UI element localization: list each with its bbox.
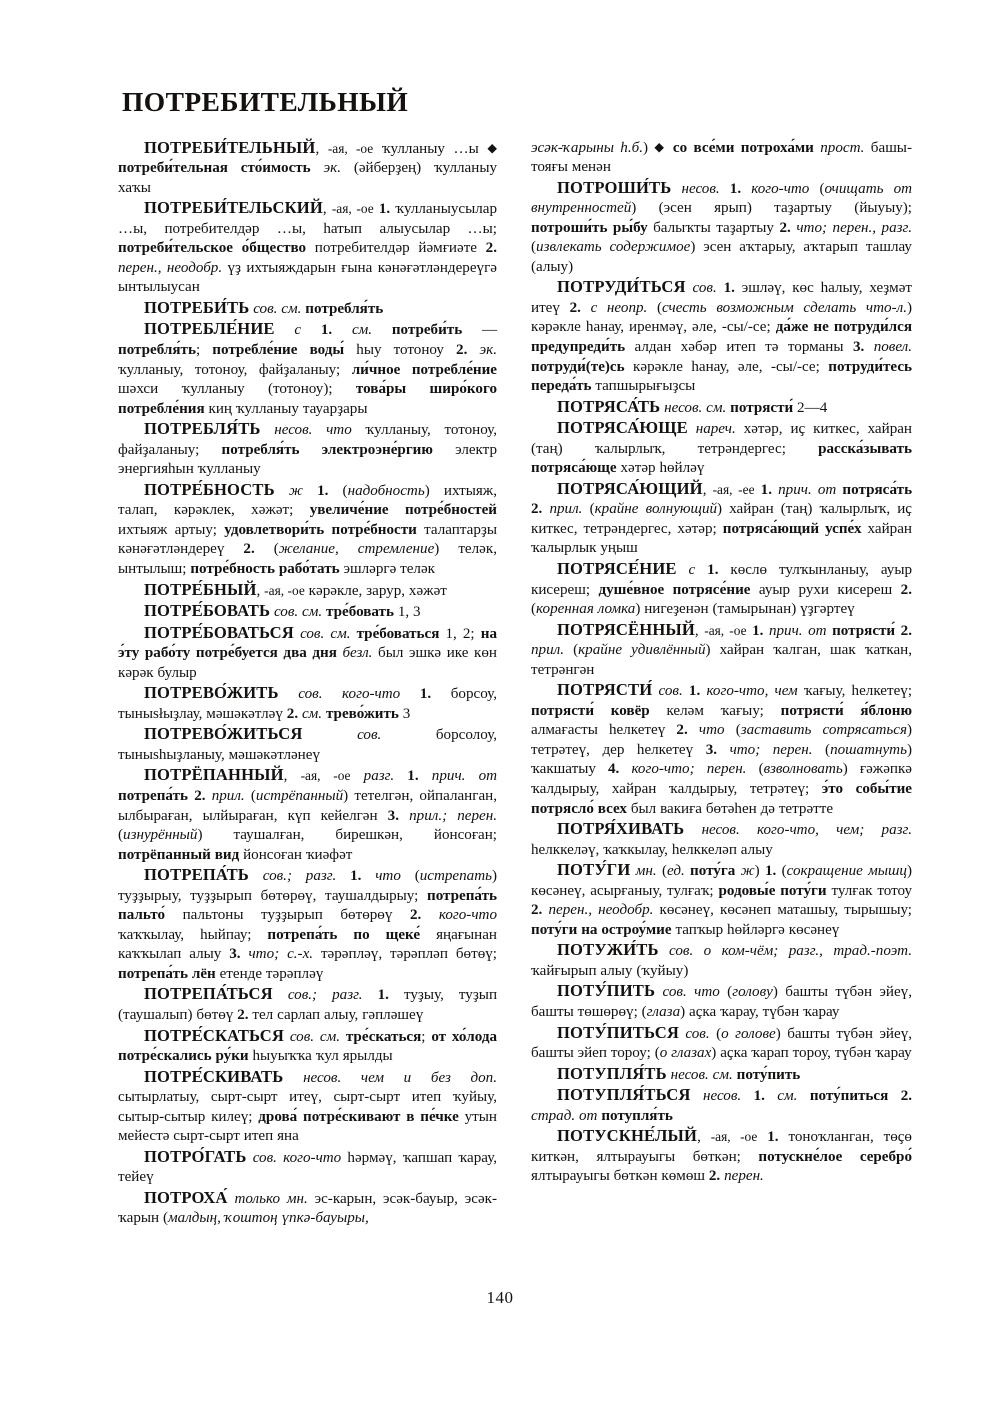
entry-headword: ПОТРЁПАННЫЙ bbox=[144, 765, 284, 785]
entry-headword: ПОТРЕВО́ЖИТЬ bbox=[144, 683, 279, 703]
entry-body: несов. кого-что, чем; разг. һелккеләү, ҡаҡкылау, һелккеләп алыу bbox=[531, 822, 912, 858]
dictionary-entry bbox=[531, 479, 912, 559]
entry-headword: ПОТРЕБЛЯ́ТЬ bbox=[144, 419, 261, 439]
dictionary-entry bbox=[118, 419, 497, 480]
entry-body: сов. борсолоу, тыныshыҙланыу, мәшәкәтләнеү bbox=[118, 727, 497, 763]
entry-headword: ПОТРЯСА́ЮЩИЙ bbox=[557, 478, 703, 498]
dictionary-entry bbox=[531, 860, 912, 940]
dictionary-entry bbox=[118, 623, 497, 684]
entry-body: , -ая, -ое 1. тоноҡланган, төҫө киткән, ялтырауыгы бөткән; потускне́лое серебро́ ялтырауыгы бөткән көмөш 2. перен. bbox=[531, 1129, 912, 1185]
entry-headword: ПОТРЕПА́ТЬСЯ bbox=[144, 984, 273, 1004]
entry-body: , -ая, -ое 1. ҡулланыусылар …ы, потребителдәр …ы, һатып алыусылар …ы; потреби́тельское о́бщество потребителдәр йәмғиәте 2. перен., неодобр. үҙ ихтыяждарын ғына кәнәғәтләндереүгә ынтылыусан bbox=[118, 201, 497, 296]
entry-body: , -ая, -ое разг. 1. прич. от потрепа́ть 2. прил. (истрёпанный) тетелгән, ойпаланган, ылбыраған, ылйыраған, күп кейелгән 3. прил.; перен. (изнурённый) таушалған, бирешкән, йонсоған; потрёпанный вид йонсоған ҡиәфәт bbox=[118, 768, 498, 863]
dictionary-entry bbox=[531, 981, 912, 1022]
entry-headword: ПОТРОХА́ bbox=[144, 1187, 228, 1207]
entry-headword: ПОТРЕБИ́ТЬ bbox=[144, 297, 250, 317]
dictionary-entry bbox=[531, 620, 912, 681]
entry-body: ж 1. (надобность) ихтыяж, талап, кәрәклек, хәжәт; увеличе́ние потре́бностей ихтыяж артыу; удовлетвори́ть потре́бности талаптарҙы кәнәғәтләндереү 2. (желание, стремление) теләк, ынтылыш; потре́бность рабо́тать эшләргә теләк bbox=[118, 482, 497, 577]
entry-headword: ПОТРЕ́СКИВАТЬ bbox=[144, 1066, 284, 1086]
dictionary-entry bbox=[118, 865, 497, 984]
dictionary-entry bbox=[531, 418, 912, 479]
entry-body: сов. см. тре́скаться; от хо́лода потре́скались ру́ки һыуыҡҡа ҡул ярылды bbox=[118, 1028, 497, 1065]
dictionary-entry bbox=[118, 1067, 497, 1147]
running-head: ПОТРЕБИТЕЛЬНЫЙ bbox=[122, 86, 409, 117]
lozenge-icon: ◆ bbox=[654, 139, 667, 154]
entry-body: сов. 1. эшләү, көс һалыу, хеҙмәт итеү 2. с неопр. (счесть возможным сделать что-л.) кәрәкле һанау, иренмәү, әле, -сы/-се; да́же не потруди́лся предупреди́ть алдан хәбәр итеп тә торманы 3. повел. потруди́(те)сь кәрәкле һанау, әле, -сы/-се; потруди́тесь переда́ть тапшырығыҙсы bbox=[531, 280, 913, 395]
dictionary-entry bbox=[118, 601, 497, 623]
entry-headword: ПОТРОШИ́ТЬ bbox=[557, 177, 672, 197]
entry-headword: ПОТРО́ГАТЬ bbox=[144, 1146, 247, 1166]
entry-headword: ПОТУЖИ́ТЬ bbox=[557, 940, 659, 960]
entry-headword: ПОТРЕ́БОВАТЬСЯ bbox=[144, 622, 294, 642]
dictionary-entry bbox=[118, 984, 497, 1025]
entry-body: несов. чем и без доп. сытырлатыу, сырт-сырт итеү, сырт-сырт итеп ҡуйыу, сытыр-сытыр килеү; дрова́ потре́скивают в пе́чке утын мейестә сырт-сырт итеп яна bbox=[118, 1069, 498, 1145]
dictionary-entry bbox=[118, 724, 497, 765]
left-column bbox=[118, 138, 497, 1230]
entry-body: эсәк-ҡарыны һ.б.) ◆ со все́ми потроха́ми прост. башы-тояғы менән bbox=[531, 139, 912, 176]
entry-headword: ПОТУПЛЯ́ТЬСЯ bbox=[557, 1085, 691, 1105]
entry-body: несов. 1. кого-что (очищать от внутренностей) (эсен ярып) таҙартыу (йыуыу); потроши́ть ры́бу балыҡты таҙартыу 2. что; перен., разг. (извлекать содержимое) эсен аҡтарыу, аҡтарып ташлау (алыу) bbox=[531, 180, 913, 275]
dictionary-entry bbox=[531, 559, 912, 620]
entry-body: сов. кого-что 1. борсоу, тыныsłыҙлау, мәшәкәтләү 2. см. трево́жить 3 bbox=[118, 686, 497, 722]
dictionary-entry bbox=[531, 1064, 912, 1086]
entry-headword: ПОТРЕБЛЕ́НИЕ bbox=[144, 319, 275, 339]
entry-headword: ПОТУ́ГИ bbox=[557, 860, 631, 880]
dictionary-entry bbox=[531, 397, 912, 419]
entry-headword: ПОТУ́ПИТЬСЯ bbox=[557, 1022, 679, 1042]
dictionary-entry bbox=[531, 940, 912, 981]
dictionary-entry bbox=[118, 765, 497, 865]
entry-headword: ПОТРЕ́БОВАТЬ bbox=[144, 601, 271, 621]
entry-headword: ПОТРЯСА́ЮЩЕ bbox=[557, 418, 688, 438]
entry-body: несов. см. потрясти́ 2—4 bbox=[664, 399, 828, 416]
entry-body: с 1. көслө тулҡынланыу, ауыр кисереш; душе́вное потрясе́ние ауыр рухи кисереш 2. (коренная ломка) нигеҙенән (тамырынан) үҙгәртеү bbox=[531, 561, 913, 618]
entry-headword: ПОТРЯСА́ТЬ bbox=[557, 396, 661, 416]
dictionary-entry bbox=[118, 138, 497, 199]
entry-body: с 1. см. потреби́ть — потребля́ть; потребле́ние воды́ һыу тотоноу 2. эк. ҡулланыу, тотоноу, файҙаланыу; ли́чное потребле́ние шәхси ҡулланыу (тотоноу); това́ры широ́кого потребле́ния киң ҡулланыу тауарҙары bbox=[118, 322, 498, 417]
entry-body: только мн. эс-карын, эсәк-бауыр, эсәк-ҡарын (малдың, ҡоштоң үпкә-бауыры, bbox=[118, 1190, 498, 1227]
entry-headword: ПОТРЕ́СКАТЬСЯ bbox=[144, 1025, 285, 1045]
entry-body: , -ая, -ее 1. прич. от потряса́ть 2. прил. (крайне волнующий) хайран (таң) ҡалырлыҡ, иҫ киткес, тетрәндергес, хәтәр; потряса́ющий успе́х хайран ҡалырлык уңыш bbox=[531, 481, 913, 557]
dictionary-entry-continuation bbox=[531, 138, 912, 178]
entry-headword: ПОТУ́ПИТЬ bbox=[557, 981, 656, 1001]
entry-headword: ПОТУПЛЯ́ТЬ bbox=[557, 1063, 667, 1083]
dictionary-entry bbox=[118, 1147, 497, 1188]
entry-body: нареч. хәтәр, иҫ киткес, хайран (таң) ҡалырлыҡ, тетрәндергес; расска́зывать потряса́юще хәтәр һөйләү bbox=[531, 421, 913, 477]
entry-body: сов.; разг. 1. что (истрепать) туҙҙырыу, туҙҙырып бөтөрөү, таушалдырыу; потрепа́ть пальто́ пальтоны туҙҙырып бөтөрөү 2. кого-что ҡаҡҡылау, һыйпау; потрепа́ть по щеке́ яңағынан каҡҡылап алыу 3. что; с.-х. тәрәпләү, тәрәпләп бөтөү; потрепа́ть лён етенде тәрәпләү bbox=[118, 868, 498, 982]
dictionary-entry bbox=[118, 1188, 497, 1229]
entry-body: , -ая, -ое кәрәкле, зарур, хәжәт bbox=[256, 582, 447, 599]
dictionary-entry bbox=[118, 198, 497, 298]
entry-body: , -ая, -ое ҡулланыу …ы ◆ потреби́тельная сто́имость эк. (әйберҙең) ҡулланыу хаҡы bbox=[118, 140, 498, 196]
entry-headword: ПОТУСКНЕ́ЛЫЙ bbox=[557, 1126, 698, 1146]
entry-headword: ПОТРЕ́БНОСТЬ bbox=[144, 479, 275, 499]
right-column bbox=[531, 138, 912, 1187]
dictionary-entry bbox=[118, 480, 497, 580]
dictionary-entry bbox=[531, 1126, 912, 1187]
entry-body: сов. кого-что һәрмәү, ҡапшап ҡарау, тейеү bbox=[118, 1149, 498, 1186]
entry-body: сов. о ком-чём; разг., трад.-поэт. ҡайғырып алыу (ҡуйыу) bbox=[531, 943, 912, 979]
dictionary-entry bbox=[118, 683, 497, 724]
entry-body: сов. см. тре́боваться 1, 2; на э́ту рабо́ту потре́буется два дня безл. был эшкә ике көн кәрәк булыр bbox=[118, 625, 498, 681]
entry-body: сов. см. тре́бовать 1, 3 bbox=[273, 604, 421, 621]
entry-headword: ПОТРЕ́БНЫЙ bbox=[144, 579, 257, 599]
entry-body: сов. 1. кого-что, чем ҡағыу, һелкетеү; потрясти́ ковёр келәм ҡағыу; потрясти́ я́блоню алмағасты һелкетеү 2. что (заставить сотрясаться) тетрәтеү, дер һелкетеү 3. что; перен. (пошатнуть) ҡакшатыу 4. кого-что; перен. (взволновать) ғәжәпкә ҡалдырыу, хайран ҡалдырыу, тетрәтеү; э́то собы́тие потрясло́ всех был вакиға бөтәһен дә тетрәтте bbox=[531, 683, 913, 817]
entry-headword: ПОТРЯСТИ́ bbox=[557, 680, 653, 700]
entry-headword: ПОТРЯ́ХИВАТЬ bbox=[557, 819, 685, 839]
dictionary-entry bbox=[531, 819, 912, 860]
entry-body: , -ая, -ое 1. прич. от потрясти́ 2. прил. (крайне удивлённый) хайран ҡалган, шак ҡаткан, тетрәнгән bbox=[531, 622, 912, 678]
entry-headword: ПОТРЯСЕ́НИЕ bbox=[557, 558, 677, 578]
dictionary-entry bbox=[531, 178, 912, 278]
entry-body: сов. см. потребля́ть bbox=[253, 300, 384, 317]
entry-body: несов. что ҡулланыу, тотоноу, файҙаланыу; потребля́ть электроэне́ргию электр энергияһын ҡулланыу bbox=[118, 422, 498, 478]
entry-headword: ПОТРУДИ́ТЬСЯ bbox=[557, 277, 686, 297]
page-number: 140 bbox=[486, 1288, 514, 1307]
entry-headword: ПОТРЕПА́ТЬ bbox=[144, 865, 249, 885]
entry-body: несов. см. поту́пить bbox=[670, 1066, 801, 1083]
entry-headword: ПОТРЕБИ́ТЕЛЬСКИЙ bbox=[144, 198, 323, 218]
dictionary-entry bbox=[531, 277, 912, 396]
dictionary-entry bbox=[118, 298, 497, 320]
dictionary-entry bbox=[118, 1026, 497, 1067]
entry-headword: ПОТРЕБИ́ТЕЛЬНЫЙ bbox=[144, 137, 316, 157]
dictionary-entry bbox=[531, 680, 912, 819]
dictionary-entry bbox=[118, 319, 497, 419]
entry-headword: ПОТРЕВО́ЖИТЬСЯ bbox=[144, 724, 303, 744]
entry-body: мн. (ед. поту́га ж) 1. (сокращение мышц) көсәнеү, асырғаныу, тулғаҡ; родовы́е поту́ги тулғак тотоу 2. перен., неодобр. көсәнеү, көсәнеп маташыу, тырышыу; поту́ги на остроу́мие тапҡыр һөйләргә көсәнеү bbox=[531, 863, 913, 938]
entry-body: сов. что (голову) башты түбән эйеү, башты төшөрөү; (глаза) аҫка ҡарау, түбән ҡарау bbox=[531, 984, 912, 1021]
entry-body: сов. (о голове) башты түбән эйеү, башты эйеп тороу; (о глазах) аҫка ҡарап тороу, түбән ҡарау bbox=[531, 1025, 913, 1062]
entry-body: несов. 1. см. поту́питься 2. страд. от потупля́ть bbox=[531, 1088, 913, 1124]
lozenge-icon: ◆ bbox=[487, 140, 498, 155]
dictionary-entry bbox=[531, 1085, 912, 1126]
entry-body: сов.; разг. 1. туҙыу, туҙып (таушалып) бөтөү 2. тел сарлап алыу, гәпләшеү bbox=[118, 987, 498, 1024]
dictionary-entry bbox=[118, 580, 497, 602]
column-container bbox=[118, 137, 913, 1230]
entry-headword: ПОТРЯСЁННЫЙ bbox=[557, 619, 695, 639]
dictionary-entry bbox=[531, 1023, 912, 1064]
